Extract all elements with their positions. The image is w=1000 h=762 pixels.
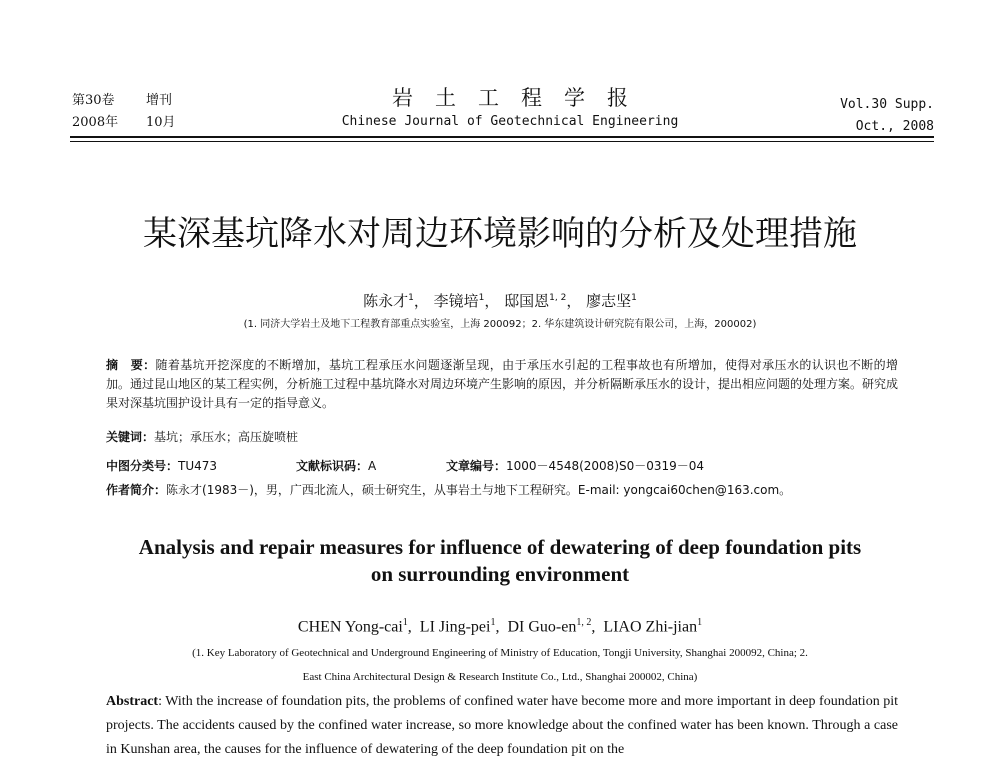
abstract-text-cn: 随着基坑开挖深度的不断增加，基坑工程承压水问题逐渐呈现，由于承压水引起的工程事故也有所增加，使得对承压水的认识也不断的增加。通过昆山地区的某工程实例，分析施工过程中基坑降水对周边环境产生影响的原因，并分析隔断承压水的设计，提出相应问题的处理方案。研究成果对深基坑围护设计具有一定的指导意义。 xyxy=(106,358,899,410)
author-name: CHEN Yong-cai xyxy=(297,618,403,636)
abstract-label-en: Abstract xyxy=(106,694,159,709)
header-year-cn: 2008年 xyxy=(72,115,119,130)
author-name: 李镜培 xyxy=(433,292,479,310)
doccode-value: A xyxy=(368,459,377,473)
author-sup: 1 xyxy=(408,293,414,303)
author-sup: 1 xyxy=(478,293,485,303)
author-sup: 1 xyxy=(402,617,408,628)
abstract-cn xyxy=(106,356,898,413)
author-sup: 1, 2 xyxy=(549,293,567,303)
header-journal xyxy=(300,84,720,132)
header-date-en: Oct., 2008 xyxy=(855,119,934,134)
author-sup: 1 xyxy=(697,617,703,628)
author-sup: 1, 2 xyxy=(576,617,592,628)
author-bio-cn xyxy=(106,481,926,500)
abstract-en xyxy=(106,690,898,762)
author-name: LI Jing-pei xyxy=(419,618,491,636)
header-supp-cn: 增刊 xyxy=(146,93,173,108)
title-en-line1: Analysis and repair measures for influence of dewatering of deep foundation pits xyxy=(138,535,862,559)
header-month-cn: 10月 xyxy=(146,115,176,130)
title-en-line2: on surrounding environment xyxy=(370,562,630,586)
header-volume-en: Vol.30 Supp. xyxy=(840,97,934,112)
abstract-text-en: : With the increase of foundation pits, the problems of confined water have become more and more important in deep foundation pit projects. The accidents caused by the confined water increase, so more knowledge about the confined water has been known. Through a case in Kunshan area, the causes for the influence of dewatering of the deep foundation pit on the xyxy=(106,694,898,757)
affiliation-en xyxy=(80,641,920,689)
journal-title-en: Chinese Journal of Geotechnical Engineering xyxy=(341,114,679,129)
bio-label: 作者简介： xyxy=(106,483,167,497)
article-label: 文章编号： xyxy=(446,459,507,473)
bio-text: 陈永才(1983－)，男，广西北流人，硕士研究生，从事岩土与地下工程研究。E-mail: yongcai60chen@163.com。 xyxy=(166,483,792,497)
author-sup: 1 xyxy=(490,617,496,628)
paper-title-en xyxy=(60,534,940,588)
paper-title-cn: 某深基坑降水对周边环境影响的分析及处理措施 xyxy=(143,214,857,254)
header-volume-cn: 第30卷 xyxy=(72,93,115,108)
journal-title-cn: 岩土工程学报 xyxy=(392,86,650,110)
doccode-label: 文献标识码： xyxy=(296,459,369,473)
header-rule-thick xyxy=(70,136,934,138)
author-sup: 1 xyxy=(631,293,637,303)
author-name: DI Guo-en xyxy=(507,618,577,636)
class-value: TU473 xyxy=(178,459,218,473)
article-value: 1000－4548(2008)S0－0319－04 xyxy=(506,459,705,473)
keywords-text-cn: 基坑；承压水；高压旋喷桩 xyxy=(154,430,299,444)
author-name: LIAO Zhi-jian xyxy=(603,618,698,636)
author-list-cn: 陈永才$^1$， 李镜培$^1$， 邸国恩$^{1, 2}$， 廖志坚$^1$ xyxy=(363,292,637,310)
author-name: 邸国恩 xyxy=(504,292,550,310)
keywords-cn xyxy=(106,428,898,447)
author-list-en: CHEN Yong-cai$^1$, LI Jing-pei$^1$, DI Guo-en$^{1, 2}$, LIAO Zhi-jian$^1$ xyxy=(297,617,703,636)
class-label: 中图分类号： xyxy=(106,459,179,473)
header-rule-thin xyxy=(70,141,934,142)
affiliation-cn: (1. 同济大学岩土及地下工程教育部重点实验室，上海 200092；2. 华东建筑设计研究院有限公司，上海，200002) xyxy=(243,319,757,330)
affiliation-en-line1: (1. Key Laboratory of Geotechnical and Underground Engineering of Ministry of Education, Tongji University, Shanghai 200092, China; 2. xyxy=(192,647,808,659)
header-issue-cn xyxy=(72,90,176,134)
header-issue-en xyxy=(840,94,934,138)
abstract-label-cn: 摘 要： xyxy=(106,358,156,372)
classification-row xyxy=(106,457,898,476)
author-name: 廖志坚 xyxy=(586,292,632,310)
author-name: 陈永才 xyxy=(363,292,409,310)
affiliation-en-line2: East China Architectural Design & Research Institute Co., Ltd., Shanghai 200002, China) xyxy=(302,671,698,683)
keywords-label-cn: 关键词： xyxy=(106,430,155,444)
